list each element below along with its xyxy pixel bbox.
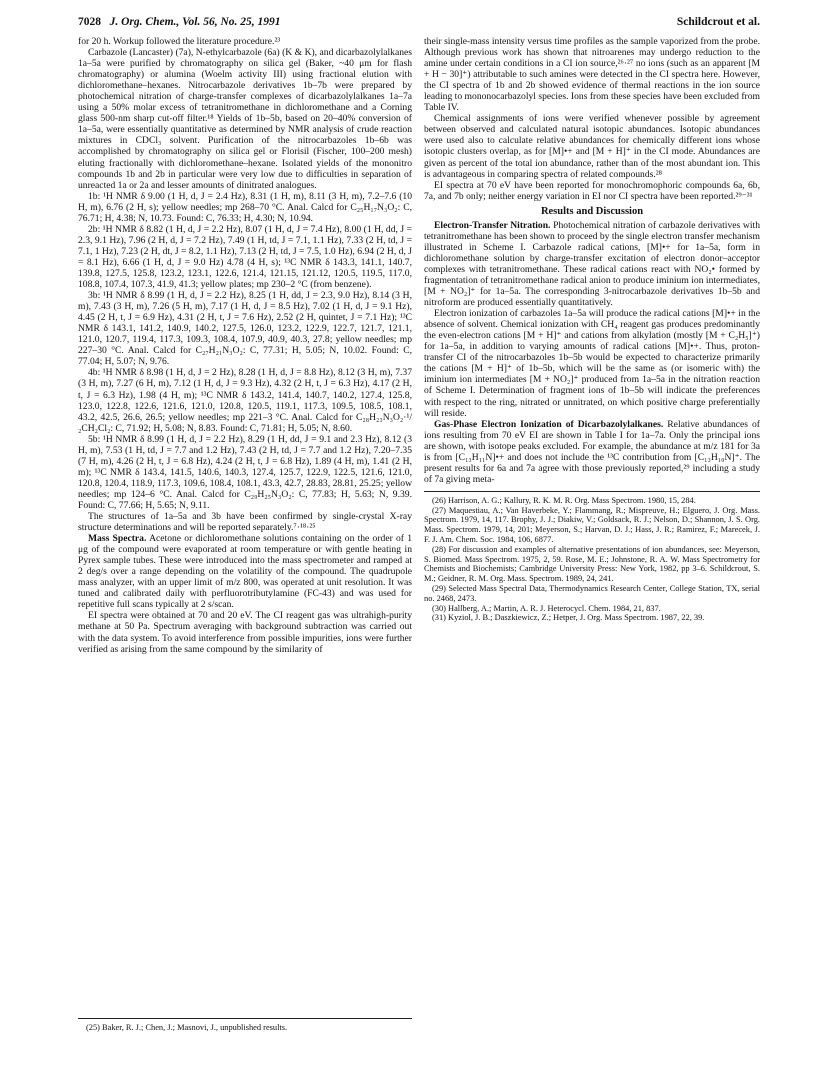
left-column [78,36,412,655]
paragraph: for 20 h. Workup followed the literature procedure.²³ [78,36,281,47]
compound-3b: 3b: ¹H NMR δ 8.99 (1 H, d, J = 2.2 Hz), 8.25 (1 H, dd, J = 2.3, 9.0 Hz), 8.14 (3 H, m), 7.43 (3 H, m), 7.26 (5 H, m), 7.17 (1 H, d, J = 8.5 Hz), 7.02 (1 H, d, J = 9.1 Hz), 4.45 (2 H, t, J = 6.9 Hz), 4.31 (2 H, t, J = 7.6 Hz), 2.52 (2 H, quintet, J = 7.1 Hz); ¹³C NMR δ 143.1, 141.2, 140.9, 140.2, 127.5, 126.0, 123.2, 122.9, 122.7, 121.7, 121.1, 121.0, 120.7, 119.4, 117.3, 109.3, 108.4, 107.9, 40.9, 40.3, 27.8; yellow needles; mp 227–30 °C. Anal. Calcd for C₂₇H₂₁N₃O₂: C, 77.31; H, 5.05; N, 10.02. Found: C, 77.04; H, 5.07; N, 9.76. [78,290,412,368]
paragraph: Electron ionization of carbazoles 1a–5a will produce the radical cations [M]•+ in the absence of solvent. Chemical ionization with CH₄ reagent gas produces predominantly the even-electron cations [M + H]⁺ and cations from alkylation (mostly [M + C₂H₅]⁺) for 1a–5a, in addition to varying amounts of radical cations [M]•+. Thus, proton-transfer CI of the nitrocarbazoles 1b–5b would be expected to characterize primarily the cations [M + H]⁺ of 1b–5b, which will be the same as (or isomeric with) the iminium ion intermediates [M + NO₂]⁺ produced from 1a–5a in the nitration reaction of Scheme I. Determination of fragment ions of 1b–5b will indicate the preferences with respect to the ring, nitrated or unnitrated, on which positive charge preferentially will reside. [424,308,760,419]
compound-2b: 2b: ¹H NMR δ 8.82 (1 H, d, J = 2.2 Hz), 8.07 (1 H, d, J = 7.4 Hz), 8.00 (1 H, dd, J = 2.3, 9.1 Hz), 7.96 (2 H, d, J = 7.2 Hz), 7.49 (1 H, td, J = 7.1, 1.1 Hz), 7.33 (2 H, td, J = 7.1, 1 Hz), 7.23 (2 H, dt, J = 8.2, 1.1 Hz), 7.13 (2 H, td, J = 7.5, 1.0 Hz), 6.94 (2 H, d, J = 8.1 Hz), 6.66 (1 H, d, J = 9.0 Hz) 4.78 (4 H, s); ¹³C NMR δ 143.3, 141.1, 140.7, 139.8, 127.5, 125.8, 123.2, 123.1, 122.6, 121.4, 121.15, 121.12, 120.5, 119.5, 117.0, 108.8, 107.4, 107.3, 41.9, 41.3; yellow plates; mp 230–2 °C (from benzene). [78,223,412,291]
reference-item: (26) Harrison, A. G.; Kallury, R. K. M. R. Org. Mass Spectrom. 1980, 15, 284. [432,495,696,505]
reference-item: (31) Kyziol, J. B.; Daszkiewicz, Z.; Hetper, J. Org. Mass Spectrom. 1987, 22, 39. [432,613,705,623]
reference-item: (29) Selected Mass Spectral Data, Thermodynamics Research Center, College Station, TX, serial no. 2468, 2473. [424,584,760,603]
paragraph: EI spectra at 70 eV have been reported for monochromophoric compounds 6a, 6b, 7a, and 7b only; neither energy variation in EI nor CI spectra have been reported.²⁹⁻³¹ [424,179,760,202]
compound-data [78,191,412,511]
right-column [424,36,760,623]
reference-item: (28) For discussion and examples of alternative presentations of ion abundances, see: Meyerson, S. Biomed. Mass Spectrom. 1975, 2, 59. Rose, M. E.; Johnstone, R. A. W. Mass Spectrometry for Chemists and Biochemists; Cambridge University Press: New York, 1982, pp 3–6. Schildcrout, S. M.; Geidner, R. M. Org. Mass. Spectrom. 1989, 24, 241. [424,544,760,584]
paragraph: Chemical assignments of ions were verified whenever possible by agreement between observed and calculated natural isotopic abundances. Isotopic abundances were used also to calculate relative abundances for chemically different ions whose isotopic clusters overlap, as for [M]•+ and [M + H]⁺ in the CI mode. Abundances are given as percent of the total ion abundance, rather than of the most abundant ion. This is advantageous in comparing spectra of related compounds.²⁸ [424,113,760,180]
paragraph-electron-transfer [424,220,760,308]
left-footnote [78,1012,412,1033]
page-header [78,16,760,32]
references-list [424,496,760,623]
paragraph: EI spectra were obtained at 70 and 20 eV. The CI reagent gas was ultrahigh-purity methane at 50 Pa. Spectrum averaging with background subtraction was carried out with the data system. To avoid interference from possible impurities, ions were further verified as arising from the same compound by the similarity of [78,610,412,655]
references-divider [424,491,760,492]
paragraph-text: Acetone or dichloromethane solutions containing on the order of 1 μg of the compound were evaporated at room temperature or with gentle heating in Pyrex sample tubes. These were introduced into the mass spectrometer and ramped at 2 deg/s over a range depending on the volatility of the compound. The quadrupole mass analyzer, with an upper limit of m/z 800, was operated at unit resolution. It was tuned and calibrated daily with perfluorotributylamine (FC-43) and was used for repetitive full scans typically at 2 s/scan. [78,533,413,611]
paragraph: The structures of 1a–5a and 3b have been confirmed by single-crystal X-ray structure determinations and will be reported separately.⁷·¹⁸·²⁵ [78,511,412,534]
footnote-divider [78,1018,412,1019]
paragraph-mass-spectra [78,533,412,610]
section-heading: Results and Discussion [540,205,644,217]
run-in-heading: Gas-Phase Electron Ionization of Dicarbazolylalkanes. [434,418,664,430]
compound-1b: 1b: ¹H NMR δ 9.00 (1 H, d, J = 2.4 Hz), 8.31 (1 H, m), 8.11 (3 H, m), 7.2–7.6 (10 H, m), 6.76 (2 H, s); yellow needles; mp 268–70 °C. Anal. Calcd for C₂₅H₁₇N₃O₂: C, 76.71; H, 4.38; N, 10.73. Found: C, 76.33; H, 4.30; N, 10.94. [78,190,412,224]
reference-item: (30) Hallberg, A.; Martin, A. R. J. Heterocycl. Chem. 1984, 21, 837. [432,603,661,613]
header-citation [78,16,281,28]
header-authors: Schildcrout et al. [676,16,760,28]
compound-5b: 5b: ¹H NMR δ 8.99 (1 H, d, J = 2.2 Hz), 8.29 (1 H, dd, J = 9.1 and 2.3 Hz), 8.12 (3 H, m), 7.53 (1 H, td, J = 7.7 and 1.2 Hz), 7.43 (2 H, td, J = 7.7 and 1.2 Hz), 7.20–7.35 (7 H, m), 4.26 (2 H, t, J = 6.8 Hz), 4.24 (2 H, t, J = 6.8 Hz), 1.89 (4 H, m), 1.41 (2 H, m); ¹³C NMR δ 143.4, 141.5, 140.6, 140.3, 127.4, 125.7, 122.9, 122.5, 121.6, 121.0, 120.8, 120.4, 118.9, 117.3, 109.6, 108.4, 108.1, 43.3, 42.7, 28.83, 28.81, 25.25; yellow needles; mp 124–6 °C. Anal. Calcd for C₂₉H₂₅N₃O₂: C, 77.83; H, 5.63; N, 9.39. Found: C, 77.66; H, 5.65; N, 9.11. [78,433,412,511]
run-in-heading: Mass Spectra. [88,533,147,545]
paragraph: Carbazole (Lancaster) (7a), N-ethylcarbazole (6a) (K & K), and dicarbazolylalkanes 1a–5a were purified by chromatography on silica gel (Baker, ~40 μm for flash chromatography) or alumina (Woelm activity III) using fractional elution with dichloromethane–hexanes. Nitrocarbazole derivatives 1b–7b were prepared by photochemical nitration of charge-transfer complexes of dicarbazolylalkanes 1a–7a using a 50% molar excess of tetranitromethane in dichloromethane and a Corning glass 500-nm sharp cut-off filter.¹⁸ Yields of 1b–5b, based on 20–40% conversion of 1a–5a, were essentially quantitative as determined by NMR analysis of crude reaction mixtures in CDCl₃ solvent. Purification of the nitrocarbazoles 1b–6b was accomplished by chromatography on silica gel or Florisil (Fischer, 100–200 mesh) eluting fractionally with dichloromethane–hexane. Isolated yields of the mononitro compounds 1b and 2b in particular were very low due to difficulties in separation of unreacted 1a or 2a and lesser amounts of dinitrated analogues. [78,47,412,191]
journal-volume: Vol. 56, No. 25, 1991 [182,16,281,28]
footnote-25: (25) Baker, R. J.; Chen, J.; Masnovi, J., unpublished results. [86,1023,288,1032]
run-in-heading: Electron-Transfer Nitration. [434,219,551,231]
compound-4b: 4b: ¹H NMR δ 8.98 (1 H, d, J = 2 Hz), 8.28 (1 H, d, J = 8.8 Hz), 8.12 (3 H, m), 7.37 (3 H, m), 7.27 (6 H, m), 7.12 (1 H, d, J = 9.3 Hz), 4.32 (2 H, t, J = 6.3 Hz), 4.17 (2 H, t, J = 6.3 Hz), 1.98 (4 H, m); ¹³C NMR δ 143.2, 141.4, 140.7, 140.2, 127.4, 125.8, 123.0, 122.8, 122.6, 121.6, 121.0, 120.8, 120.5, 119.1, 117.3, 109.5, 108.5, 108.1, 43.2, 42.5, 26.6, 26.5; yellow needles; mp 221–3 °C. Anal. Calcd for C₂₈H₂₃N₃O₂·¹/₂CH₂Cl₂: C, 71.92; H, 5.08; N, 8.83. Found: C, 71.81; H, 5.05; N, 8.60. [78,367,412,434]
journal-name: J. Org. Chem., [109,16,180,28]
page-number: 7028 [78,16,101,28]
paragraph: their single-mass intensity versus time profiles as the sample vaporized from the probe. Although previous work has shown that nitroarenes may undergo reduction to the amine under certain conditions in a CI ion source,²⁶·²⁷ no ions (such as an apparent [M + H − 30]⁺) attributable to such amines were detected in the CI spectra here. However, the CI spectra of 1b and 2b showed evidence of thermal reactions in the ion source leading to mononocarbazolyl species. Ions from these species have been excluded from Table IV. [424,36,760,114]
paragraph-text: Relative abundances of ions resulting from 70 eV EI are shown in Table I for 1a–7a. Only the principal ions are shown, with isotope peaks excluded. For example, the abundance at m/z 181 for 3a is from [C₁₃H₁₁N]•+ and does not include the ¹³C contribution from [C₁₃H₁₀N]⁺. The present results for 6a and 7a agree with those previously reported,²⁹ including a study of 7a giving meta- [424,418,760,485]
reference-item: (27) Maquestiau, A.; Van Haverbeke, Y.; Flammang, R.; Mispreuve, H.; Elguero, J. Org. Mass. Spectrom. 1979, 14, 117. Brophy, J. J.; Diakiw, V.; Goldsack, R. J.; Nelson, D.; Shannon, J. S. Org. Mass. Spectrom. 1979, 14, 201; Meyerson, S.; Harvan, D. J.; Hass, J. R.; Ramirez, F.; Marecek, J. F. J. Am. Chem. Soc. 1984, 106, 6877. [424,505,760,545]
paragraph-text: Photochemical nitration of carbazole derivatives with tetranitromethane has been shown to proceed by the single electron transfer mechanism illustrated in Scheme I. Carbazole radical cations, [M]•+ for 1a–5a, form in dichloromethane solution by charge-transfer excitation of electron donor–acceptor complexes with tetranitromethane. These radical cations react with NO₂• formed by fragmentation of tetranitromethane radical anion to produce iminium ion intermediates, [M + NO₂]⁺ for 1a–5a. The corresponding 3-nitrocarbazole derivatives 1b–5b and nitroform are produced essentially quantitatively. [424,219,760,309]
paragraph-gas-phase [424,419,760,485]
